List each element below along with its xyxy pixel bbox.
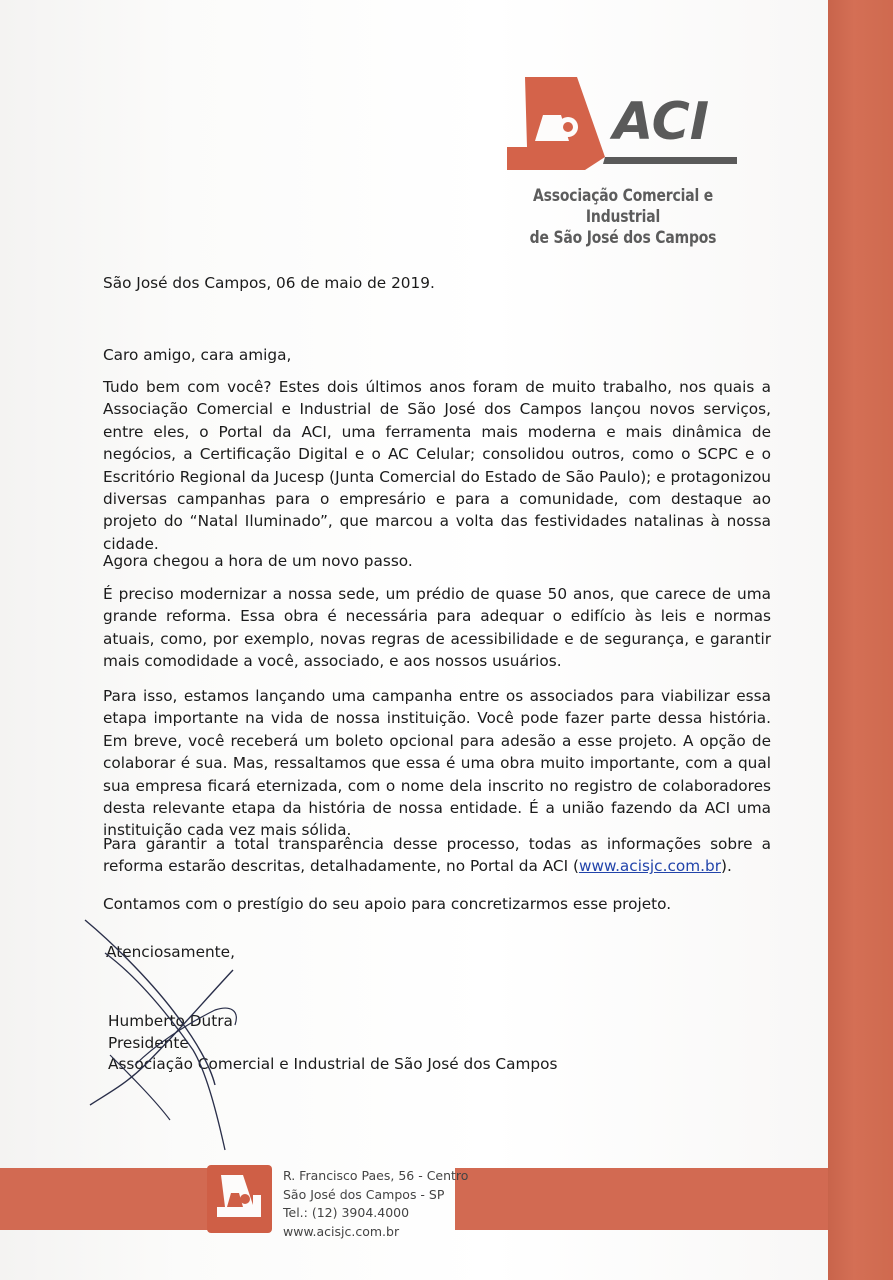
logo-lettering: ACI [613,92,710,152]
org-line-1: Associação Comercial e Industrial [532,186,714,227]
footer-city: São José dos Campos - SP [283,1186,445,1202]
paragraph-5-text: Para garantir a total transparência desse processo, todas as informações sobre a reforma estarão descritas, detalhadamente, no Portal da ACI ( [103,835,771,876]
footer-band-left [0,1168,210,1230]
paragraph-4: Para isso, estamos lançando uma campanha entre os associados para viabilizar essa etapa importante na vida de nossa instituição. Você pode fazer parte dessa história. Em breve, você receberá um boleto opcional para adesão a esse projeto. A opção de colaborar é sua. Mas, ressaltamos que essa é uma obra muito importante, com a qual sua empresa ficará eternizada, com o nome dela inscrito no registro de colaboradores desta relevante etapa da história de nossa entidade. É a união fazendo da ACI uma instituição cada vez mais sólida. [103,687,771,840]
portal-link[interactable]: www.acisjc.com.br [578,857,721,876]
footer-website[interactable]: www.acisjc.com.br [283,1223,400,1239]
closing: Atenciosamente, [106,943,235,961]
footer-band-right [455,1168,828,1230]
footer-address: R. Francisco Paes, 56 - Centro [283,1168,469,1183]
paragraph-5-end: ). [721,857,732,876]
aci-logo [505,75,740,170]
paragraph-3: É preciso modernizar a nossa sede, um prédio de quase 50 anos, que carece de uma grande reforma. Essa obra é necessária para adequar o edifício às leis e normas atuais, como, por exemplo, novas regras de acessibilidade e de segurança, e garantir mais comodidade a você, associado, e aos nossos usuários. [103,585,771,671]
signer-name: Humberto Dutra [108,1012,233,1030]
letter-greeting: Caro amigo, cara amiga, [103,346,292,364]
signer-title: Presidente [108,1033,189,1052]
footer-phone: Tel.: (12) 3904.4000 [283,1205,410,1220]
paragraph-2: Agora chegou a hora de um novo passo. [103,552,413,570]
right-border-band [828,0,893,1280]
letterhead-org-name [525,186,722,249]
footer-logo-icon [207,1165,272,1233]
handwritten-signature [75,915,275,1155]
letter-date: São José dos Campos, 06 de maio de 2019. [103,274,435,292]
paragraph-6: Contamos com o prestígio do seu apoio para concretizarmos esse projeto. [103,895,672,913]
org-line-2: de São José dos Campos [529,228,717,248]
paragraph-5 [103,833,771,878]
footer-contact [283,1167,468,1241]
paragraph-1: Tudo bem com você? Estes dois últimos anos foram de muito trabalho, nos quais a Associação Comercial e Industrial de São José dos Campos lançou novos serviços, entre eles, o Portal da ACI, uma ferramenta mais moderna e mais dinâmica de negócios, a Certificação Digital e o AC Celular; consolidou outros, como o SCPC e o Escritório Regional da Jucesp (Junta Comercial do Estado de São Paulo); e protagonizou diversas campanhas para o empresário e para a comunidade, com destaque ao projeto do “Natal Iluminado”, que marcou a volta das festividades natalinas à nossa cidade. [103,378,771,553]
signer-org: Associação Comercial e Industrial de São José dos Campos [108,1055,558,1073]
